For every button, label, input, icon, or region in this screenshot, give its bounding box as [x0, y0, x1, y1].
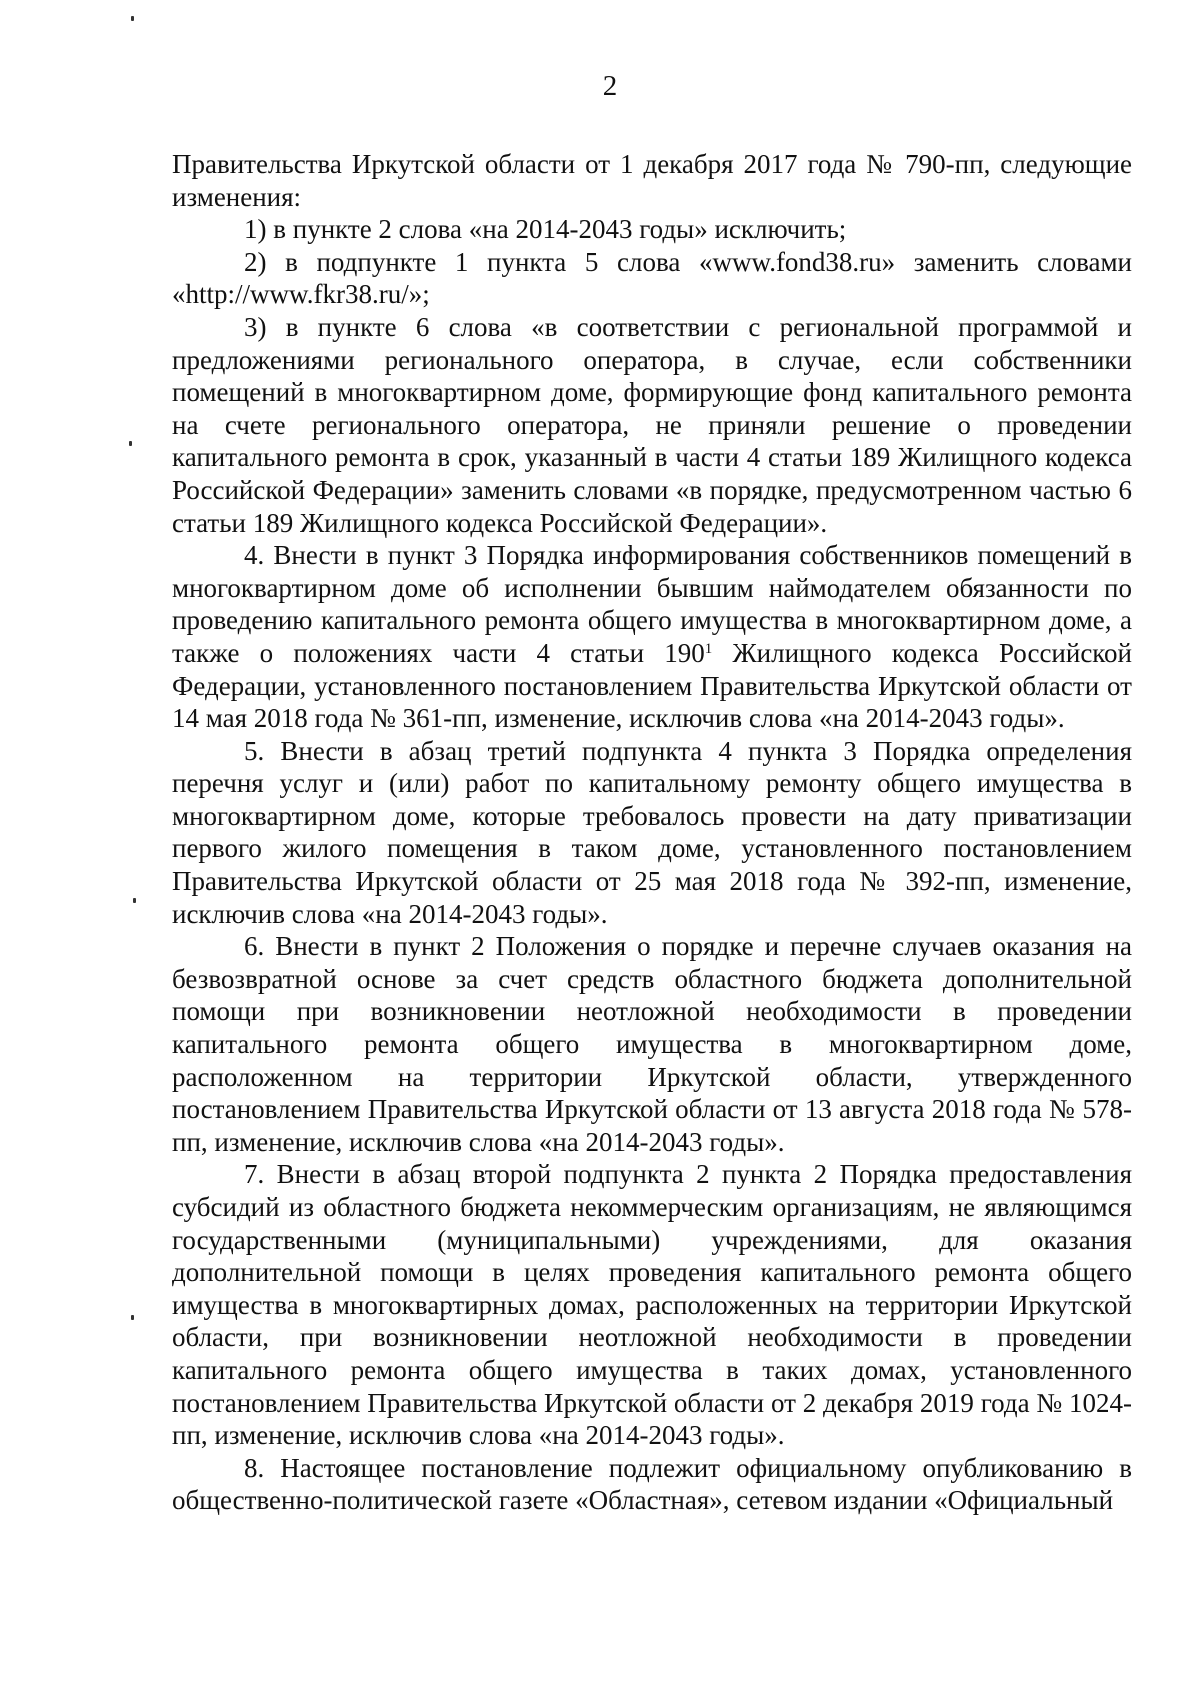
paragraph-continuation: Правительства Иркутской области от 1 декабря 2017 года № 790-пп, следующие изменения:	[172, 149, 1132, 212]
paragraph-point-4-text: 4. Внести в пункт 3 Порядка информирования собственников помещений в многоквартирном доме об исполнении бывшим наймодателем обязанности по проведению капитального ремонта общего имущества в многоквартирном доме, а также о положениях части 4 статьи 190	[172, 540, 1132, 668]
paragraph-point-8: 8. Настоящее постановление подлежит официальному опубликованию в общественно-политической газете «Областная», сетевом издании «Официальный	[172, 1452, 1132, 1516]
paragraph-item-1: 1) в пункте 2 слова «на 2014-2043 годы» исключить;	[244, 214, 847, 245]
paragraph-point-6: 6. Внести в пункт 2 Положения о порядке и перечне случаев оказания на безвозвратной основе за счет средств областного бюджета дополнительной помощи при возникновении неотложной необходимости в проведении капитального ремонта общего имущества в многоквартирном доме, расположенном на территории Иркутской области, утвержденного постановлением Правительства Иркутской области от 13 августа 2018 года № 578-пп, изменение, исключив слова «на 2014-2043 годы».	[172, 931, 1132, 1157]
document-body	[172, 148, 1132, 1517]
superscript-index: 1	[704, 640, 713, 657]
scan-speck	[129, 441, 132, 446]
paragraph-point-4	[172, 539, 1132, 735]
page-number: 2	[602, 70, 618, 102]
scan-speck	[131, 1315, 134, 1320]
paragraph-point-5: 5. Внести в абзац третий подпункта 4 пункта 3 Порядка определения перечня услуг и (или) работ по капитальному ремонту общего имущества в многоквартирном доме, которые требовалось провести на дату приватизации первого жилого помещения в таком доме, установленного постановлением Правительства Иркутской области от 25 мая 2018 года № 392-пп, изменение, исключив слова «на 2014-2043 годы».	[172, 735, 1132, 929]
paragraph-item-2: 2) в подпункте 1 пункта 5 слова «www.fond38.ru» заменить словами «http://www.fkr38.ru/»;	[172, 246, 1132, 310]
scan-speck	[131, 16, 134, 21]
paragraph-point-7: 7. Внести в абзац второй подпункта 2 пункта 2 Порядка предоставления субсидий из областного бюджета некоммерческим организациям, не являющимся государственными (муниципальными) учреждениями, для оказания дополнительной помощи в целях проведения капитального ремонта общего имущества в многоквартирных домах, расположенных на территории Иркутской области, при возникновении неотложной необходимости в проведении капитального ремонта общего имущества в таких домах, установленного постановлением Правительства Иркутской области от 2 декабря 2019 года № 1024-пп, изменение, исключив слова «на 2014-2043 годы».	[172, 1159, 1132, 1451]
paragraph-point-4-text-cont: Жилищного кодекса Российской Федерации, установленного постановлением Правительства Иркутской области от 14 мая 2018 года № 361-пп, изменение, исключив слова «на 2014-2043 годы».	[172, 637, 1133, 734]
paragraph-item-3: 3) в пункте 6 слова «в соответствии с региональной программой и предложениями регионального оператора, в случае, если собственники помещений в многоквартирном доме, формирующие фонд капитального ремонта на счете регионального оператора, не приняли решение о проведении капитального ремонта в срок, указанный в части 4 статьи 189 Жилищного кодекса Российской Федерации» заменить словами «в порядке, предусмотренном частью 6 статьи 189 Жилищного кодекса Российской Федерации».	[172, 311, 1132, 538]
scan-speck	[133, 898, 136, 903]
